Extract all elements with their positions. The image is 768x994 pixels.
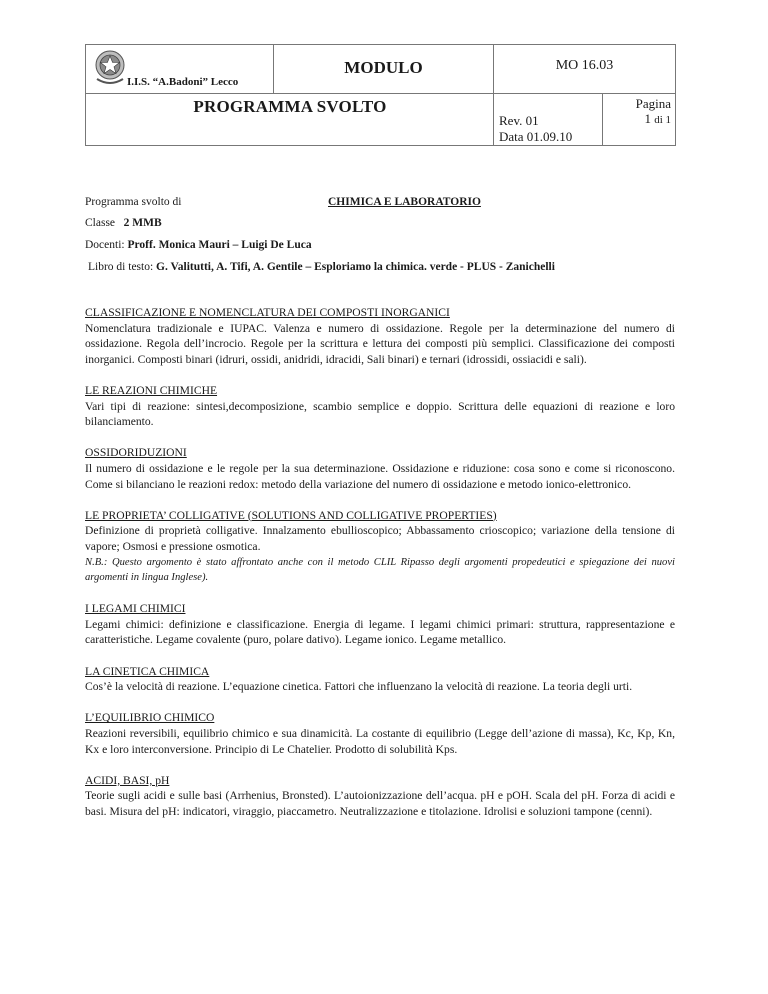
section-redox bbox=[85, 445, 675, 492]
section-title: ACIDI, BASI, pH bbox=[85, 773, 170, 787]
revision: Rev. 01 bbox=[499, 113, 539, 128]
school-name: I.I.S. “A.Badoni” Lecco bbox=[127, 76, 239, 88]
header-logo-cell bbox=[85, 44, 274, 94]
teachers-line bbox=[85, 239, 312, 251]
section-body: Vari tipi di reazione: sintesi,decomposizione, scambio semplice e doppio. Scrittura delle equazioni di reazione e loro bilanciamento. bbox=[85, 399, 675, 429]
section-title: CLASSIFICAZIONE E NOMENCLATURA DEI COMPOSTI INORGANICI bbox=[85, 306, 450, 319]
section-title: LE PROPRIETA’ COLLIGATIVE (SOLUTIONS AND COLLIGATIVE PROPERTIES) bbox=[85, 508, 497, 522]
section-equilibrium bbox=[85, 710, 675, 757]
revision-date: Data 01.09.10 bbox=[499, 129, 573, 144]
class-line bbox=[85, 217, 162, 229]
section-title: L’EQUILIBRIO CHIMICO bbox=[85, 711, 215, 725]
section-nomenclature bbox=[85, 305, 675, 367]
teachers-value: Proff. Monica Mauri – Luigi De Luca bbox=[127, 239, 312, 251]
section-title: LE REAZIONI CHIMICHE bbox=[85, 383, 218, 397]
textbook-value: G. Valitutti, A. Tifi, A. Gentile – Esploriamo la chimica. verde - PLUS - Zanichelli bbox=[156, 261, 555, 273]
section-body: Cos’è la velocità di reazione. L’equazione cinetica. Fattori che influenzano la velocità di reazione. La teoria degli urti. bbox=[85, 680, 633, 694]
section-body: Il numero di ossidazione e le regole per la sua determinazione. Ossidazione e riduzione: cosa sono e come si riconoscono. Come si bilanciano le reazioni redox: metodo della variazione del numero di ossidazione e metodo ionico-elettronico. bbox=[85, 461, 675, 491]
class-label: Classe bbox=[85, 217, 116, 229]
page-label: Pagina bbox=[635, 96, 671, 111]
header-form-code-cell bbox=[493, 44, 676, 94]
form-type: MODULO bbox=[344, 58, 423, 77]
class-value: 2 MMB bbox=[123, 217, 162, 229]
textbook-line bbox=[88, 261, 555, 273]
header-form-type-cell bbox=[273, 44, 494, 94]
section-body: Teorie sugli acidi e sulle basi (Arrhenius, Bronsted). L’autoionizzazione dell’acqua. pH e pOH. Scala del pH. Forza di acidi e basi. Misura del pH: indicatori, viraggio, piaccametro. Neutralizzazione e titolazione. Idrolisi e soluzioni tampone (cenni). bbox=[85, 789, 675, 818]
document-title: PROGRAMMA SVOLTO bbox=[193, 97, 387, 116]
page-number: 1 bbox=[644, 111, 651, 126]
section-acids-bases bbox=[85, 773, 675, 820]
page-indicator bbox=[636, 111, 671, 128]
section-title: OSSIDORIDUZIONI bbox=[85, 446, 187, 460]
subject-title: CHIMICA E LABORATORIO bbox=[328, 196, 481, 208]
section-colligative bbox=[85, 508, 675, 586]
italian-republic-emblem-icon bbox=[93, 49, 127, 87]
subject-label: Programma svolto di bbox=[85, 196, 182, 208]
header-revision-cell bbox=[493, 93, 603, 146]
section-note: N.B.: Questo argomento è stato affrontato anche con il metodo CLIL Ripasso degli argomenti propedeutici e spiegazione dei nuovi argomenti in lingua Inglese). bbox=[85, 556, 675, 584]
teachers-label: Docenti: bbox=[85, 239, 125, 251]
section-reactions bbox=[85, 383, 675, 430]
section-body: Legami chimici: definizione e classificazione. Energia di legame. I legami chimici primari: struttura, rappresentazione e caratteristiche. Legame covalente (puro, polare dativo). Legame ionico. Legame metallico. bbox=[85, 617, 675, 647]
textbook-label: Libro di testo: bbox=[88, 261, 154, 273]
section-bonds bbox=[85, 601, 675, 648]
section-kinetics bbox=[85, 664, 675, 695]
header-page-cell bbox=[602, 93, 676, 146]
section-body: Nomenclatura tradizionale e IUPAC. Valenza e numero di ossidazione. Regole per la determinazione del numero di ossidazione. Regola dell’incrocio. Regole per la scrittura e lettura dei composti più semplici. Classificazione dei composti inorganici. Composti binari (idruri, ossidi, anidridi, idracidi, Sali binari) e ternari (idrossidi, ossiacidi e sali). bbox=[85, 321, 675, 366]
section-body: Definizione di proprietà colligative. Innalzamento ebullioscopico; Abbassamento crioscopico; variazione della tensione di vapore; Osmosi e pressione osmotica. bbox=[85, 524, 675, 553]
section-title: LA CINETICA CHIMICA bbox=[85, 664, 210, 678]
page-total: di 1 bbox=[654, 114, 671, 126]
form-code: MO 16.03 bbox=[555, 58, 614, 73]
program-content bbox=[85, 305, 675, 835]
section-title: I LEGAMI CHIMICI bbox=[85, 602, 186, 616]
header-title-cell bbox=[85, 93, 494, 146]
section-body: Reazioni reversibili, equilibrio chimico e sua dinamicità. La costante di equilibrio (Legge dell’azione di massa), Kc, Kp, Kn, Kx e loro interconversione. Principio di Le Chatelier. Prodotto di solubilità Kps. bbox=[85, 727, 675, 756]
